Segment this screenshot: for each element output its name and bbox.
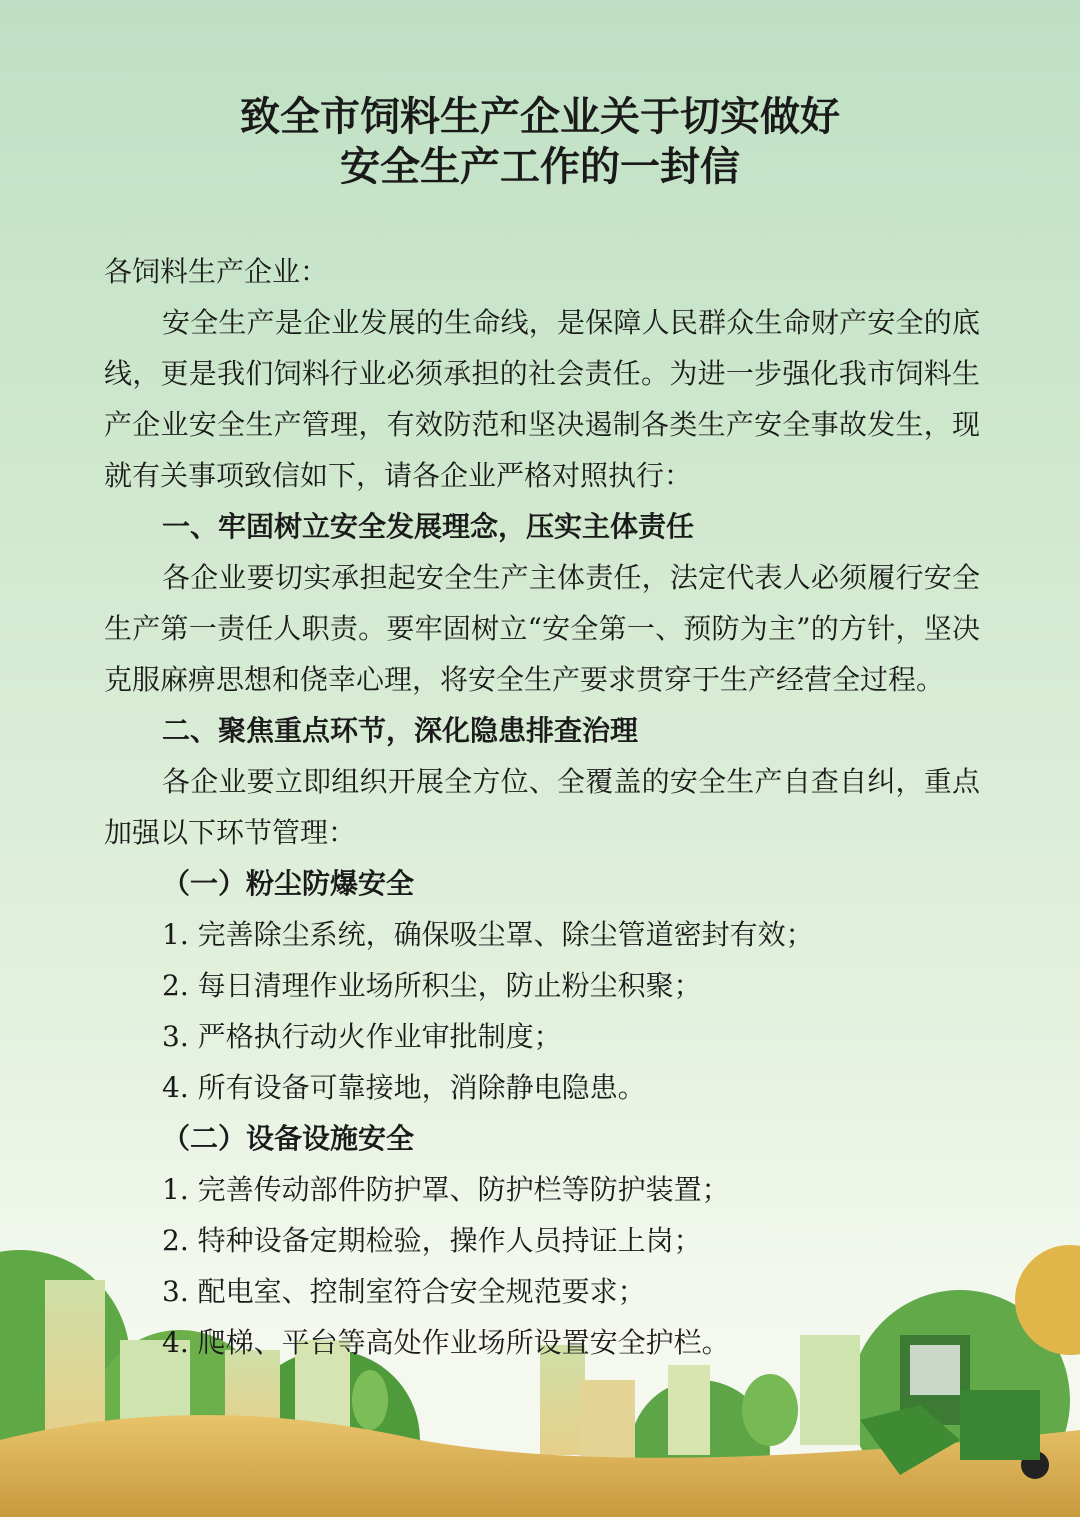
list-item: 4. 爬梯、平台等高处作业场所设置安全护栏。: [162, 1326, 730, 1359]
intro-paragraph: 安全生产是企业发展的生命线，是保障人民群众生命财产安全的底线，更是我们饲料行业必须承担的社会责任。为进一步强化我市饲料生产企业安全生产管理，有效防范和坚决遏制各类生产安全事故发生，现就有关事项致信如下，请各企业严格对照执行：: [104, 306, 980, 492]
tower: [45, 1280, 105, 1440]
section-1-heading: 一、牢固树立安全发展理念，压实主体责任: [162, 510, 695, 543]
list-item: 3. 严格执行动火作业审批制度；: [162, 1020, 562, 1053]
list-item: 1. 完善传动部件防护罩、防护栏等防护装置；: [162, 1173, 730, 1206]
section-2-heading: 二、聚焦重点环节，深化隐患排查治理: [162, 714, 639, 747]
section-2-text: 各企业要立即组织开展全方位、全覆盖的安全生产自查自纠，重点加强以下环节管理：: [104, 765, 980, 849]
subsection-dust-heading: （一）粉尘防爆安全: [162, 867, 415, 900]
title-line-1: 致全市饲料生产企业关于切实做好: [240, 94, 840, 140]
section-1-text: 各企业要切实承担起安全生产主体责任，法定代表人必须履行安全生产第一责任人职责。要牢固树立“安全第一、预防为主”的方针，坚决克服麻痹思想和侥幸心理，将安全生产要求贯穿于生产经营全过程。: [104, 561, 980, 696]
list-item: 4. 所有设备可靠接地，消除静电隐患。: [162, 1071, 646, 1104]
list-item: 2. 特种设备定期检验，操作人员持证上岗；: [162, 1224, 702, 1257]
title-line-2: 安全生产工作的一封信: [340, 144, 740, 190]
letter-body: [104, 246, 980, 1368]
salutation: 各饲料生产企业：: [104, 255, 329, 288]
page-title: [0, 92, 1080, 192]
list-item: 1. 完善除尘系统，确保吸尘罩、除尘管道密封有效；: [162, 918, 814, 951]
list-item: 2. 每日清理作业场所积尘，防止粉尘积聚；: [162, 969, 702, 1002]
list-item: 3. 配电室、控制室符合安全规范要求；: [162, 1275, 646, 1308]
subsection-equipment-heading: （二）设备设施安全: [162, 1122, 415, 1155]
